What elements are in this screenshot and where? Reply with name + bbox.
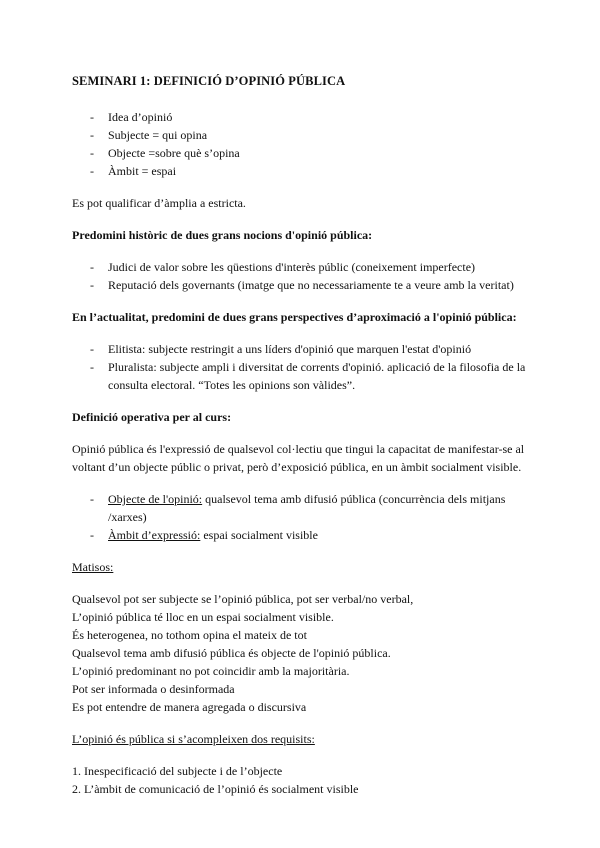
list-item: - Reputació dels governants (imatge que no necessariamente te a veure amb la veritat) <box>72 276 532 294</box>
list-item: - Àmbit = espai <box>72 162 532 180</box>
scope-label: Àmbit d’expressió: <box>108 528 201 542</box>
object-text: qualsevol tema amb difusió pública (concurrència dels mitjans /xarxes) <box>108 492 506 524</box>
text-line: Es pot entendre de manera agregada o discursiva <box>72 700 307 714</box>
scope-text: espai socialment visible <box>200 528 318 542</box>
operative-paragraph: Opinió pública és l'expressió de qualsevol col·lectiu que tingui la capacitat de manifestar-se al voltant d’un objecte públic o privat, però d’exposició pública, en un àmbit socialment visible. <box>72 442 525 474</box>
object-label: Objecte de l'opinió: <box>108 492 203 506</box>
current-list <box>72 340 532 394</box>
historic-list <box>72 258 532 294</box>
text-line: Pot ser informada o desinformada <box>72 682 235 696</box>
text-line: Qualsevol pot ser subjecte se l’opinió pública, pot ser verbal/no verbal, <box>72 592 414 606</box>
text-line: És heterogenea, no tothom opina el mateix de tot <box>72 628 307 642</box>
text-line: 1. Inespecificació del subjecte i de l’objecte <box>72 764 283 778</box>
text-line: L’opinió predominant no pot coincidir amb la majoritària. <box>72 664 350 678</box>
list-item <box>72 490 532 526</box>
intro-list <box>72 108 532 180</box>
text-line: Qualsevol tema amb difusió pública és objecte de l'opinió pública. <box>72 646 391 660</box>
requirements-heading: L’opinió és pública si s’acompleixen dos requisits: <box>72 732 315 746</box>
document-page <box>72 72 532 812</box>
text-line: L’opinió pública té lloc en un espai socialment visible. <box>72 610 334 624</box>
current-heading: En l’actualitat, predomini de dues grans perspectives d’aproximació a l'opinió pública: <box>72 310 517 324</box>
operative-list <box>72 490 532 544</box>
text-line: 2. L’àmbit de comunicació de l’opinió és socialment visible <box>72 782 359 796</box>
list-item: - Subjecte = qui opina <box>72 126 532 144</box>
document-title: SEMINARI 1: DEFINICIÓ D’OPINIÓ PÚBLICA <box>72 74 346 88</box>
nuances-lines <box>72 590 532 716</box>
list-item: - Pluralista: subjecte ampli i diversitat de corrents d'opinió. aplicació de la filosofia de la consulta electoral. “Totes les opinions son vàlides”. <box>72 358 532 394</box>
list-item: - Idea d’opinió <box>72 108 532 126</box>
list-item <box>72 526 532 544</box>
list-item: - Elitista: subjecte restringit a uns líders d'opinió que marquen l'estat d'opinió <box>72 340 532 358</box>
operative-heading: Definició operativa per al curs: <box>72 410 232 424</box>
requirements-lines <box>72 762 532 798</box>
qualify-paragraph: Es pot qualificar d’àmplia a estricta. <box>72 196 246 210</box>
historic-heading: Predomini històric de dues grans nocions d'opinió pública: <box>72 228 373 242</box>
nuances-heading: Matisos: <box>72 560 114 574</box>
list-item: - Judici de valor sobre les qüestions d'interès públic (coneixement imperfecte) <box>72 258 532 276</box>
list-item: - Objecte =sobre què s’opina <box>72 144 532 162</box>
